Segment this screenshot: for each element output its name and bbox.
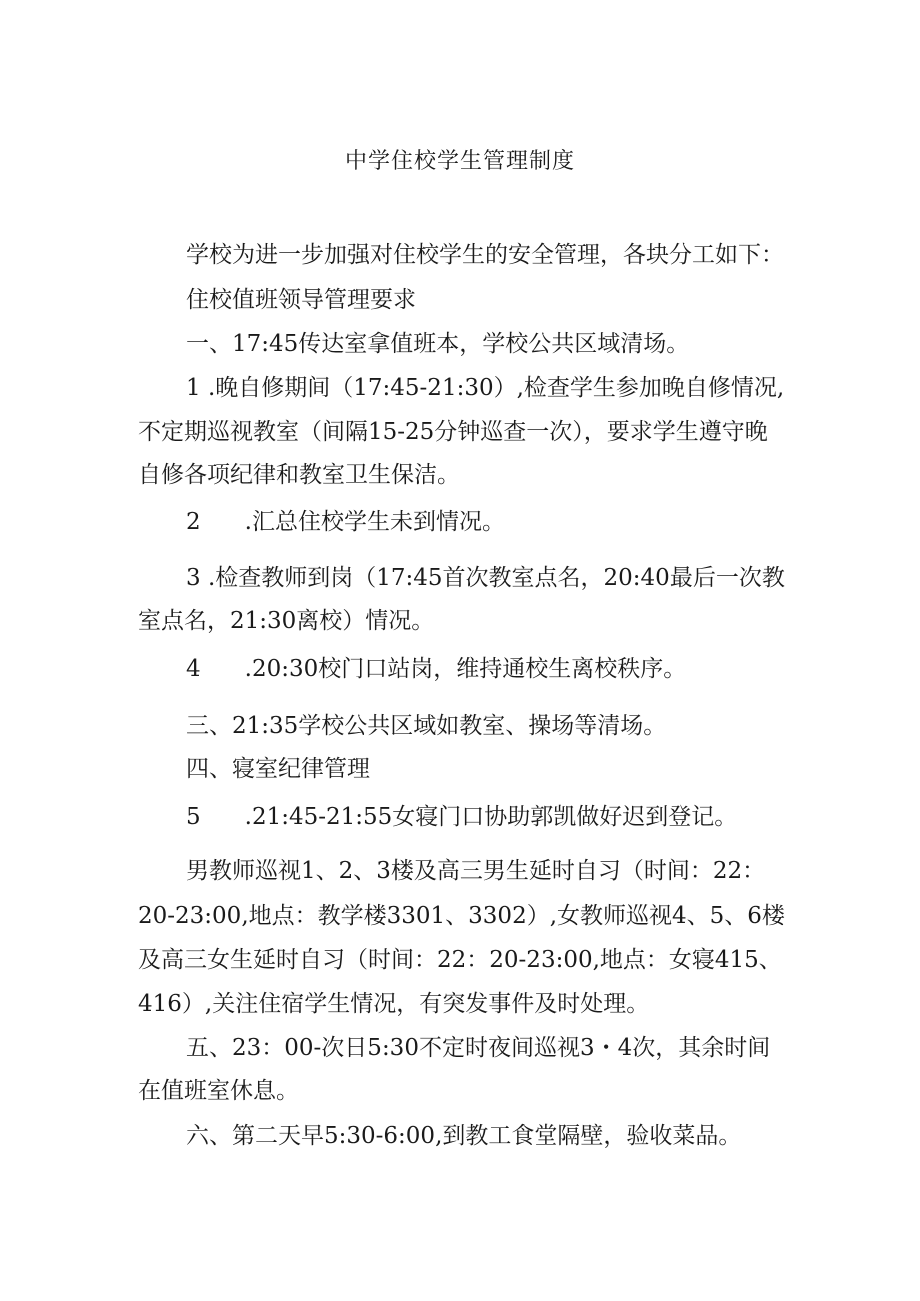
sub-item-3-line-2: 室点名，21:30离校）情况。 — [138, 608, 435, 634]
item-3: 三、21:35学校公共区域如教室、操场等清场。 — [186, 713, 667, 739]
document-title: 中学住校学生管理制度 — [344, 149, 575, 174]
section-heading: 住校值班领导管理要求 — [186, 287, 416, 313]
sub-item-2 — [186, 503, 846, 536]
sub-item-4-text: .20:30校门口站岗，维持通校生离校秩序。 — [244, 656, 687, 682]
sub-item-4-number: 4 — [186, 656, 201, 682]
item-4: 四、寝室纪律管理 — [186, 756, 370, 782]
sub-item-1-line-2: 不定期巡视教室（间隔15-25分钟巡查一次），要求学生遵守晚 — [138, 419, 768, 445]
paragraph-line-4: 416）,关注住宿学生情况，有突发事件及时处理。 — [138, 991, 650, 1017]
sub-item-1-line-1: 1 .晚自修期间（17:45-21:30）,检查学生参加晚自修情况, — [186, 375, 785, 401]
item-1: 一、17:45传达室拿值班本，学校公共区域清场。 — [186, 331, 690, 357]
sub-item-1-line-3: 自修各项纪律和教室卫生保洁。 — [138, 462, 460, 488]
sub-item-4 — [186, 650, 846, 683]
sub-item-2-number: 2 — [186, 509, 201, 535]
sub-item-2-text: .汇总住校学生未到情况。 — [244, 509, 505, 535]
item-5-line-2: 在值班室休息。 — [138, 1078, 299, 1104]
intro-text: 学校为进一步加强对住校学生的安全管理，各块分工如下： — [186, 242, 784, 268]
sub-item-5-number: 5 — [186, 804, 201, 830]
sub-item-5-text: .21:45-21:55女寝门口协助郭凯做好迟到登记。 — [244, 804, 738, 830]
paragraph-line-3: 及高三女生延时自习（时间：22：20-23:00,地点：女寝415、 — [138, 947, 782, 973]
paragraph-line-2: 20-23:00,地点：教学楼3301、3302）,女教师巡视4、5、6楼 — [138, 903, 785, 929]
paragraph-line-1: 男教师巡视1、2、3楼及高三男生延时自习（时间：22： — [186, 858, 766, 884]
item-5-line-1: 五、23：00-次日5:30不定时夜间巡视3・4次，其余时间 — [186, 1035, 771, 1061]
item-6: 六、第二天早5:30-6:00,到教工食堂隔壁，验收菜品。 — [186, 1123, 742, 1149]
sub-item-3-line-1: 3 .检查教师到岗（17:45首次教室点名，20:40最后一次教 — [186, 565, 785, 591]
sub-item-5 — [186, 798, 846, 831]
